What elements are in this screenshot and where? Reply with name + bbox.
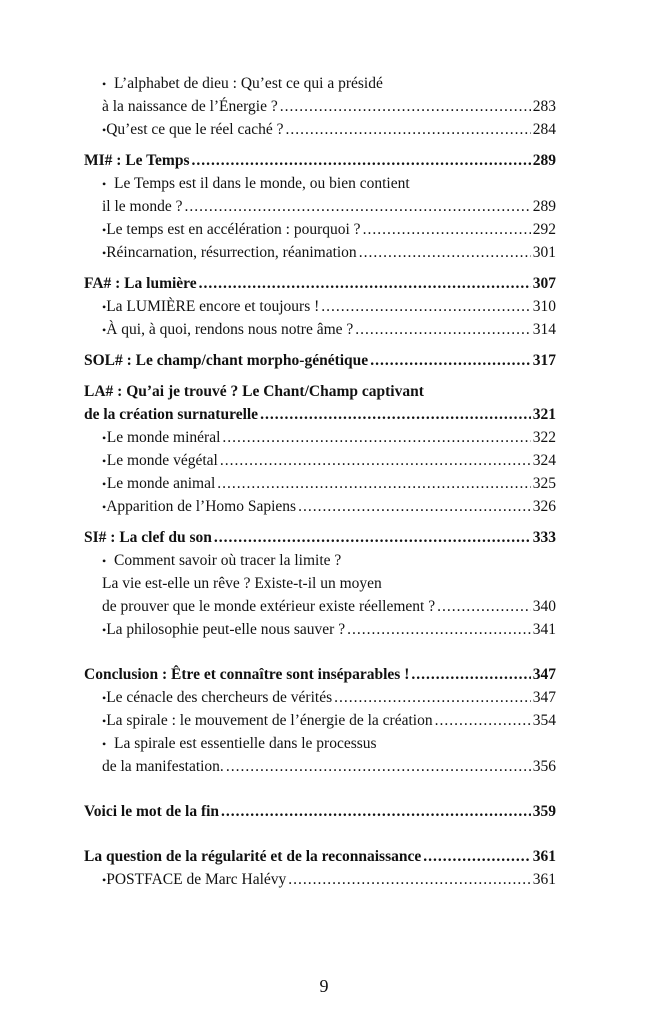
leader-dots <box>411 663 530 686</box>
toc-entry-page: 322 <box>532 429 556 446</box>
toc-entry <box>84 426 556 449</box>
toc-entry <box>84 172 556 195</box>
toc-entry <box>84 449 556 472</box>
table-of-contents <box>84 72 556 891</box>
leader-dots <box>214 526 531 549</box>
toc-chapter-page: 317 <box>532 352 556 369</box>
bullet-icon: • <box>102 554 107 568</box>
toc-chapter-title: FA# : La lumière <box>84 275 197 292</box>
leader-dots <box>363 218 531 241</box>
toc-entry <box>84 495 556 518</box>
toc-entry <box>84 318 556 341</box>
toc-chapter-page: 347 <box>532 666 556 683</box>
toc-chapter-title: LA# : Qu’ai je trouvé ? Le Chant/Champ captivant <box>84 383 424 400</box>
bullet-icon: • <box>102 714 107 728</box>
toc-entry-title: de la manifestation. <box>102 758 224 775</box>
toc-entry-page: 356 <box>532 758 556 775</box>
leader-dots <box>199 272 531 295</box>
toc-entry-title: La LUMIÈRE encore et toujours ! <box>106 298 320 315</box>
bullet-icon: • <box>102 123 107 137</box>
toc-chapter-title: Voici le mot de la fin <box>84 803 220 820</box>
toc-entry-page: 284 <box>532 121 556 138</box>
toc-entry-page: 314 <box>532 321 556 338</box>
toc-chapter-page: 359 <box>532 803 556 820</box>
toc-chapter-title: Conclusion : Être et connaître sont inséparables ! <box>84 666 410 683</box>
toc-entry-title: Apparition de l’Homo Sapiens <box>106 498 297 515</box>
toc-chapter <box>84 403 556 426</box>
toc-entry-title: Le Temps est il dans le monde, ou bien contient <box>114 175 410 192</box>
toc-entry <box>84 472 556 495</box>
bullet-icon: • <box>102 623 107 637</box>
toc-entry-title: La philosophie peut-elle nous sauver ? <box>106 621 346 638</box>
toc-chapter <box>84 663 556 686</box>
leader-dots <box>298 495 531 518</box>
leader-dots <box>370 349 531 372</box>
bullet-icon: • <box>102 177 107 191</box>
toc-entry-page: 289 <box>532 198 556 215</box>
toc-chapter <box>84 272 556 295</box>
bullet-icon: • <box>102 454 107 468</box>
leader-dots <box>192 149 531 172</box>
bullet-icon: • <box>102 500 107 514</box>
toc-entry-title: La spirale est essentielle dans le processus <box>114 735 377 752</box>
toc-entry-title: POSTFACE de Marc Halévy <box>106 871 287 888</box>
toc-chapter <box>84 380 556 403</box>
leader-dots <box>220 449 531 472</box>
toc-entry-page: 347 <box>532 689 556 706</box>
toc-entry-title: Le monde minéral <box>106 429 221 446</box>
toc-entry-page: 361 <box>532 871 556 888</box>
toc-chapter-page: 321 <box>532 406 556 423</box>
page-number: 9 <box>319 976 329 996</box>
toc-entry-title: de prouver que le monde extérieur existe réellement ? <box>102 598 436 615</box>
toc-entry-title: La spirale : le mouvement de l’énergie de la création <box>106 712 433 729</box>
toc-entry <box>84 72 556 95</box>
leader-dots <box>217 472 530 495</box>
leader-dots <box>334 686 531 709</box>
toc-entry <box>84 618 556 641</box>
toc-entry-title: Le monde végétal <box>106 452 218 469</box>
bullet-icon: • <box>102 223 107 237</box>
toc-chapter-title: MI# : Le Temps <box>84 152 190 169</box>
toc-entry-title: Comment savoir où tracer la limite ? <box>114 552 342 569</box>
toc-entry-title: Qu’est ce que le réel caché ? <box>106 121 284 138</box>
toc-entry-title: L’alphabet de dieu : Qu’est ce qui a présidé <box>114 75 383 92</box>
toc-entry <box>84 549 556 572</box>
leader-dots <box>321 295 530 318</box>
toc-chapter-title: de la création surnaturelle <box>84 406 259 423</box>
toc-entry-title: À qui, à quoi, rendons nous notre âme ? <box>106 321 354 338</box>
leader-dots <box>221 800 531 823</box>
leader-dots <box>435 709 531 732</box>
toc-entry-page: 341 <box>532 621 556 638</box>
toc-chapter-page: 307 <box>532 275 556 292</box>
toc-entry <box>84 195 556 218</box>
leader-dots <box>260 403 531 426</box>
toc-entry-title: Le cénacle des chercheurs de vérités <box>106 689 333 706</box>
leader-dots <box>280 95 531 118</box>
toc-chapter-page: 361 <box>532 848 556 865</box>
toc-chapter <box>84 526 556 549</box>
leader-dots <box>355 318 530 341</box>
toc-chapter-page: 289 <box>532 152 556 169</box>
toc-entry <box>84 241 556 264</box>
toc-chapter-title: La question de la régularité et de la reconnaissance <box>84 848 422 865</box>
toc-entry <box>84 295 556 318</box>
leader-dots <box>437 595 531 618</box>
toc-entry <box>84 709 556 732</box>
toc-entry <box>84 686 556 709</box>
toc-entry-title: La vie est-elle un rêve ? Existe-t-il un moyen <box>102 575 382 592</box>
leader-dots <box>359 241 531 264</box>
toc-entry <box>84 732 556 755</box>
toc-entry-page: 324 <box>532 452 556 469</box>
leader-dots <box>423 845 531 868</box>
bullet-icon: • <box>102 323 107 337</box>
toc-entry-title: Le monde animal <box>106 475 216 492</box>
leader-dots <box>285 118 530 141</box>
leader-dots <box>288 868 530 891</box>
bullet-icon: • <box>102 737 107 751</box>
toc-chapter-title: SOL# : Le champ/chant morpho-génétique <box>84 352 369 369</box>
toc-entry <box>84 218 556 241</box>
toc-chapter-page: 333 <box>532 529 556 546</box>
bullet-icon: • <box>102 246 107 260</box>
toc-entry-page: 340 <box>532 598 556 615</box>
toc-entry-page: 326 <box>532 498 556 515</box>
toc-entry <box>84 755 556 778</box>
bullet-icon: • <box>102 477 107 491</box>
toc-entry <box>84 572 556 595</box>
bullet-icon: • <box>102 300 107 314</box>
toc-chapter <box>84 845 556 868</box>
toc-entry <box>84 595 556 618</box>
bullet-icon: • <box>102 691 107 705</box>
toc-entry-page: 310 <box>532 298 556 315</box>
bullet-icon: • <box>102 431 107 445</box>
toc-entry <box>84 95 556 118</box>
toc-entry-page: 301 <box>532 244 556 261</box>
toc-entry <box>84 118 556 141</box>
toc-entry <box>84 868 556 891</box>
toc-entry-page: 292 <box>532 221 556 238</box>
leader-dots <box>347 618 531 641</box>
toc-entry-title: il le monde ? <box>102 198 183 215</box>
leader-dots <box>222 426 530 449</box>
toc-entry-page: 283 <box>532 98 556 115</box>
toc-chapter <box>84 800 556 823</box>
toc-chapter-title: SI# : La clef du son <box>84 529 212 546</box>
bullet-icon: • <box>102 873 107 887</box>
toc-entry-title: à la naissance de l’Énergie ? <box>102 98 278 115</box>
bullet-icon: • <box>102 77 107 91</box>
toc-chapter <box>84 149 556 172</box>
toc-entry-title: Réincarnation, résurrection, réanimation <box>106 244 357 261</box>
toc-entry-title: Le temps est en accélération : pourquoi ? <box>106 221 361 238</box>
toc-entry-page: 354 <box>532 712 556 729</box>
leader-dots <box>226 755 531 778</box>
leader-dots <box>185 195 531 218</box>
toc-chapter <box>84 349 556 372</box>
toc-entry-page: 325 <box>532 475 556 492</box>
